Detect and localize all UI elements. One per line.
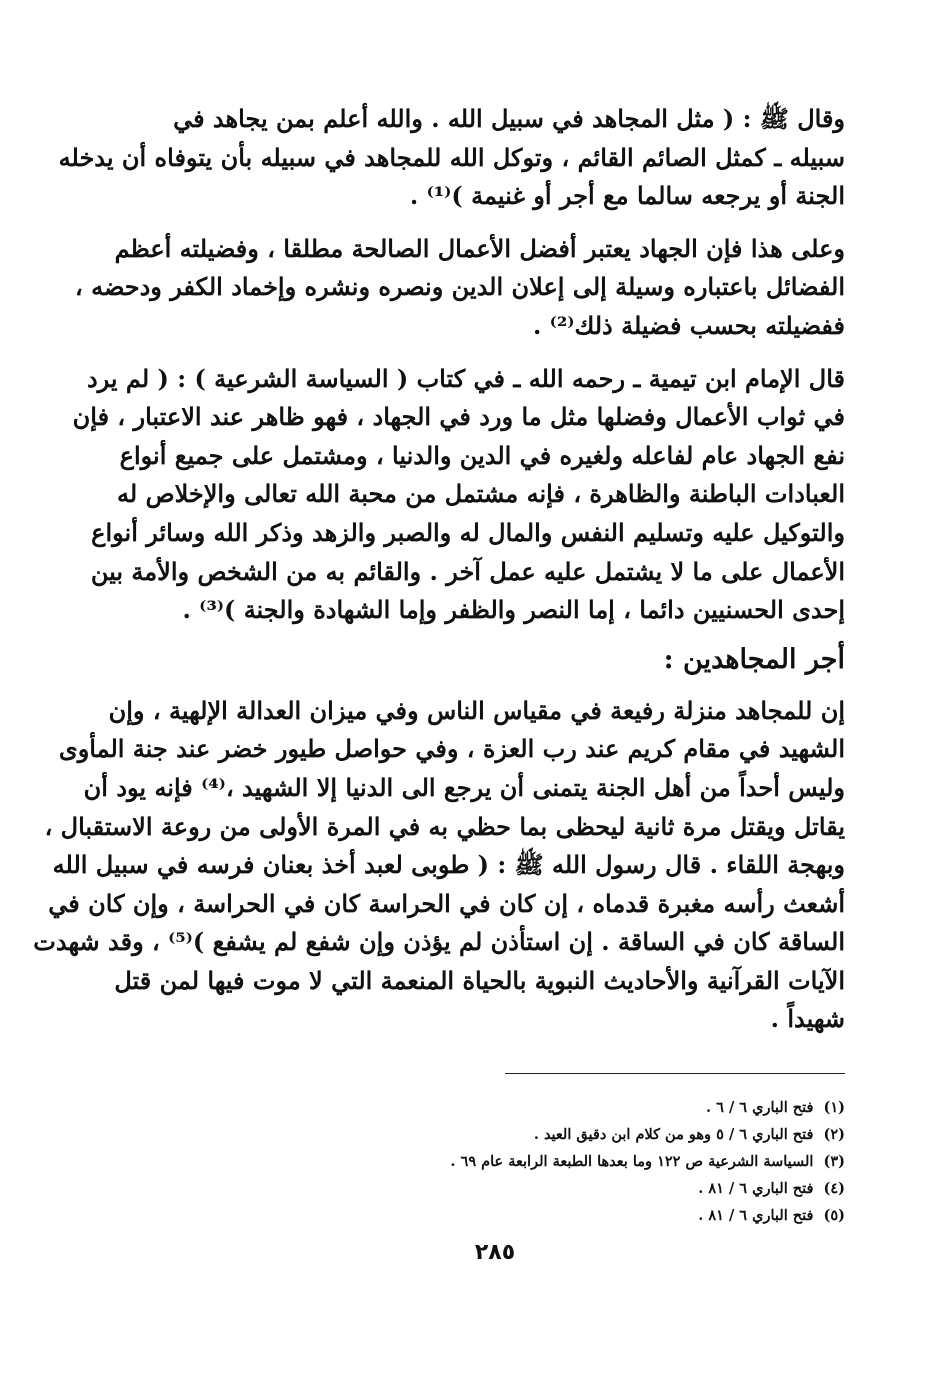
footnote-text: فتح الباري ٦ / ٨١ . — [698, 1180, 814, 1197]
footnotes — [430, 1094, 845, 1229]
text-line: الآيات القرآنية والأحاديث النبوية بالحياة المنعمة التي لا موت فيها لمن قتل — [114, 965, 845, 995]
text-line: وليس أحداً من أهل الجنة يتمنى أن يرجع الى الدنيا إلا الشهيد ،⁽⁴⁾ فإنه يود أن — [83, 772, 845, 802]
paragraph-gap — [150, 216, 845, 230]
text-line: أشعث رأسه مغبرة قدماه ، إن كان في الحراسة كان في الحراسة ، وإن كان في — [48, 888, 845, 918]
footnote-divider — [505, 1073, 845, 1074]
text-line: الفضائل باعتباره وسيلة إلى إعلان الدين ونصره ونشره وإخماد الكفر ودحضه ، — [74, 272, 845, 302]
page-number: ٢٨٥ — [474, 1240, 516, 1265]
footnote-item — [430, 1094, 845, 1121]
footnote-text: فتح الباري ٦ / ٦ . — [705, 1099, 814, 1116]
text-line: شهيداً . — [770, 1004, 845, 1034]
text-line: العبادات الباطنة والظاهرة ، فإنه مشتمل من محبة الله تعالى والإخلاص له — [117, 479, 845, 509]
text-line: إحدى الحسنيين دائما ، إما النصر والظفر وإما الشهادة والجنة )⁽³⁾ . — [182, 595, 845, 625]
footnote-item — [430, 1202, 845, 1229]
footnote-item — [430, 1175, 845, 1202]
page-body — [33, 100, 845, 1039]
paragraph — [74, 230, 845, 346]
footnote-number: (٢) — [823, 1126, 845, 1143]
text-line: في ثواب الأعمال وفضلها مثل ما ورد في الجهاد ، فهو ظاهر عند الاعتبار ، فإن — [72, 402, 845, 432]
text-line: قال الإمام ابن تيمية ـ رحمه الله ـ في كتاب ( السياسة الشرعية ) : ( لم يرد — [86, 363, 845, 393]
section-reward — [33, 692, 845, 1039]
text-line: الشهيد في مقام كريم عند رب العزة ، وفي حواصل طيور خضر عند جنة المأوى — [58, 734, 845, 764]
text-line: نفع الجهاد عام لفاعله ولغيره في الدين والدنيا ، ومشتمل على جميع أنواع — [119, 440, 845, 470]
footnote-text: فتح الباري ٦ / ٥ وهو من كلام ابن دقيق العيد . — [533, 1126, 814, 1143]
footnote-text: فتح الباري ٦ / ٨١ . — [698, 1207, 814, 1224]
footnote-number: (١) — [823, 1099, 845, 1116]
text-line: الجنة أو يرجعه سالما مع أجر أو غنيمة )⁽¹⁾ . — [409, 181, 845, 211]
text-line: إن للمجاهد منزلة رفيعة في مقياس الناس وفي ميزان العدالة الإلهية ، وإن — [108, 695, 845, 725]
footnote-item — [430, 1148, 845, 1175]
text-line: الساقة كان في الساقة . إن استأذن لم يؤذن وإن شفع لم يشفع )⁽⁵⁾ ، وقد شهدت — [33, 927, 845, 957]
footnote-number: (٣) — [823, 1153, 845, 1170]
text-line: يقاتل ويقتل مرة ثانية ليحظى بما حظي به في المرة الأولى من روعة الاستقبال ، — [44, 811, 845, 841]
paragraph — [58, 100, 845, 216]
footnote-number: (٥) — [823, 1207, 845, 1224]
text-line: الأعمال على ما لا يشتمل عليه عمل آخر . والقائم به من الشخص والأمة بين — [90, 556, 845, 586]
paragraph — [33, 692, 845, 1039]
paragraph-gap — [150, 346, 845, 360]
text-line: ففضيلته بحسب فضيلة ذلك⁽²⁾ . — [532, 310, 845, 340]
text-line: وقال ﷺ : ( مثل المجاهد في سبيل الله . والله أعلم بمن يجاهد في — [173, 104, 845, 133]
text-line: والتوكيل عليه وتسليم النفس والمال له والصبر والزهد وذكر الله وسائر أنواع — [91, 517, 845, 547]
text-line: وعلى هذا فإن الجهاد يعتبر أفضل الأعمال الصالحة مطلقا ، وفضيلته أعظم — [114, 233, 845, 263]
text-line: وبهجة اللقاء . قال رسول الله ﷺ : ( طوبى لعبد أخذ بعنان فرسه في سبيل الله — [52, 850, 845, 880]
paragraph — [72, 360, 845, 630]
text-line: سبيله ـ كمثل الصائم القائم ، وتوكل الله للمجاهد في سبيله بأن يتوفاه أن يدخله — [58, 142, 845, 172]
section-intro — [58, 100, 845, 630]
section-heading: أجر المجاهدين : — [663, 643, 845, 675]
footnote-number: (٤) — [823, 1180, 845, 1197]
footnote-text: السياسة الشرعية ص ١٢٢ وما بعدها الطبعة الرابعة عام ٦٩ . — [450, 1153, 814, 1170]
footnote-item — [430, 1121, 845, 1148]
